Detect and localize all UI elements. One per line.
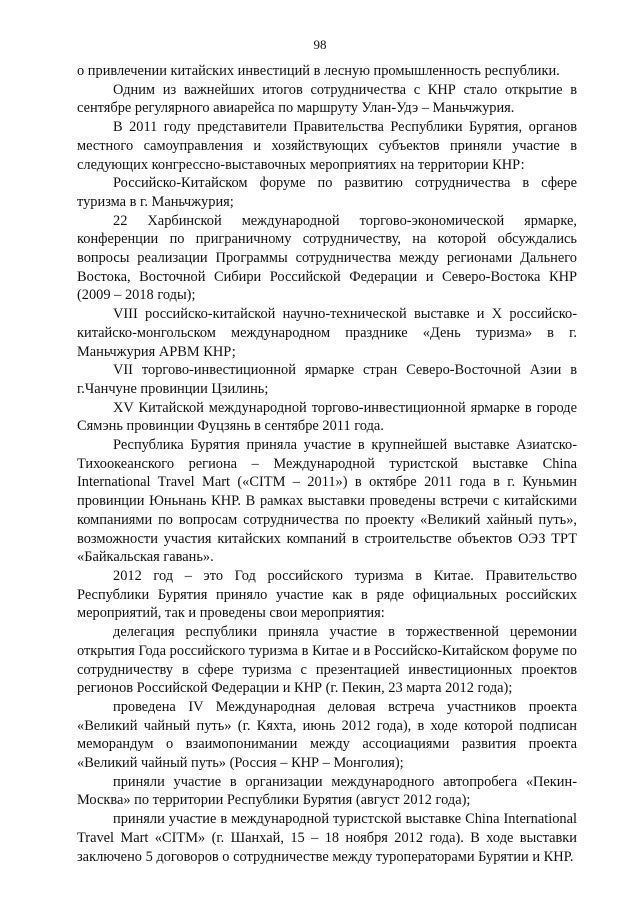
paragraph: XV Китайской международной торгово-инвестиционной ярмарке в городе Сямэнь провинции Фуцзянь в сентябре 2011 года. — [77, 399, 577, 435]
paragraph: приняли участие в организации международного автопробега «Пекин-Москва» по территории Республики Бурятия (август 2012 года); — [77, 773, 577, 809]
paragraph: Российско-Китайском форуме по развитию сотрудничества в сфере туризма в г. Маньчжурия; — [77, 175, 577, 210]
paragraph: 2012 год – это Год российского туризма в Китае. Правительство Республики Бурятия приняло участие как в ряде официальных российских мероприятий, так и проведены свои мероприятия: — [77, 567, 577, 622]
page-number: 98 — [313, 37, 327, 52]
paragraph: приняли участие в международной туристской выставке China International Travel Mart «CITM» (г. Шанхай, 15 – 18 ноября 2012 года). В ходе выставки заключено 5 договоров о сотрудничестве между туроператорами Бурятии и КНР. — [77, 811, 577, 865]
document-body — [77, 62, 577, 866]
paragraph: VII торгово-инвестиционной ярмарке стран Северо-Восточной Азии в г.Чанчуне провинции Цзилинь; — [77, 362, 577, 397]
paragraph: 22 Харбинской международной торгово-экономической ярмарке, конференции по приграничному сотрудничеству, на которой обсуждались вопросы реализации Программы сотрудничества между регионами Дальнего Востока, Восточной Сибири Российской Федерации и Северо-Востока КНР (2009 – 2018 годы); — [77, 212, 577, 304]
paragraph: о привлечении китайских инвестиций в лесную промышленность республики. — [77, 63, 560, 79]
paragraph: Одним из важнейших итогов сотрудничества с КНР стало открытие в сентябре регулярного авиарейса по маршруту Улан-Удэ – Маньчжурия. — [77, 81, 577, 117]
paragraph: Республика Бурятия приняла участие в крупнейшей выставке Азиатско-Тихоокеанского региона – Международной туристской выставке China International Travel Mart («CITM – 2011») в октябре 2011 года в г. Куньмин провинции Юньнань КНР. В рамках выставки проведены встречи с китайскими компаниями по вопросам сотрудничества по проекту «Великий хайный путь», возможности участия китайских компаний в строительстве объектов ОЭЗ ТРТ «Байкальская гавань». — [77, 437, 577, 566]
paragraph: VIII российско-китайской научно-технической выставке и X российско-китайско-монгольском международном празднике «День туризма» в г. Маньчжурия АРВМ КНР; — [77, 306, 577, 360]
paragraph: делегация республики приняла участие в торжественной церемонии открытия Года российского туризма в Китае и в Российско-Китайском форуме по сотрудничеству в сфере туризма с презентацией инвестиционных проектов регионов Российской Федерации и КНР (г. Пекин, 23 марта 2012 года); — [77, 624, 577, 697]
paragraph: проведена IV Международная деловая встреча участников проекта «Великий чайный путь» (г. Кяхта, июнь 2012 года), в ходе которой подписан меморандум о взаимопонимании между ассоциациями развития проекта «Великий чайный путь» (Россия – КНР – Монголия); — [77, 698, 577, 772]
paragraph: В 2011 году представители Правительства Республики Бурятия, органов местного самоуправления и хозяйствующих субъектов приняли участие в следующих конгрессно-выставочных мероприятиях на территории КНР: — [77, 119, 577, 173]
